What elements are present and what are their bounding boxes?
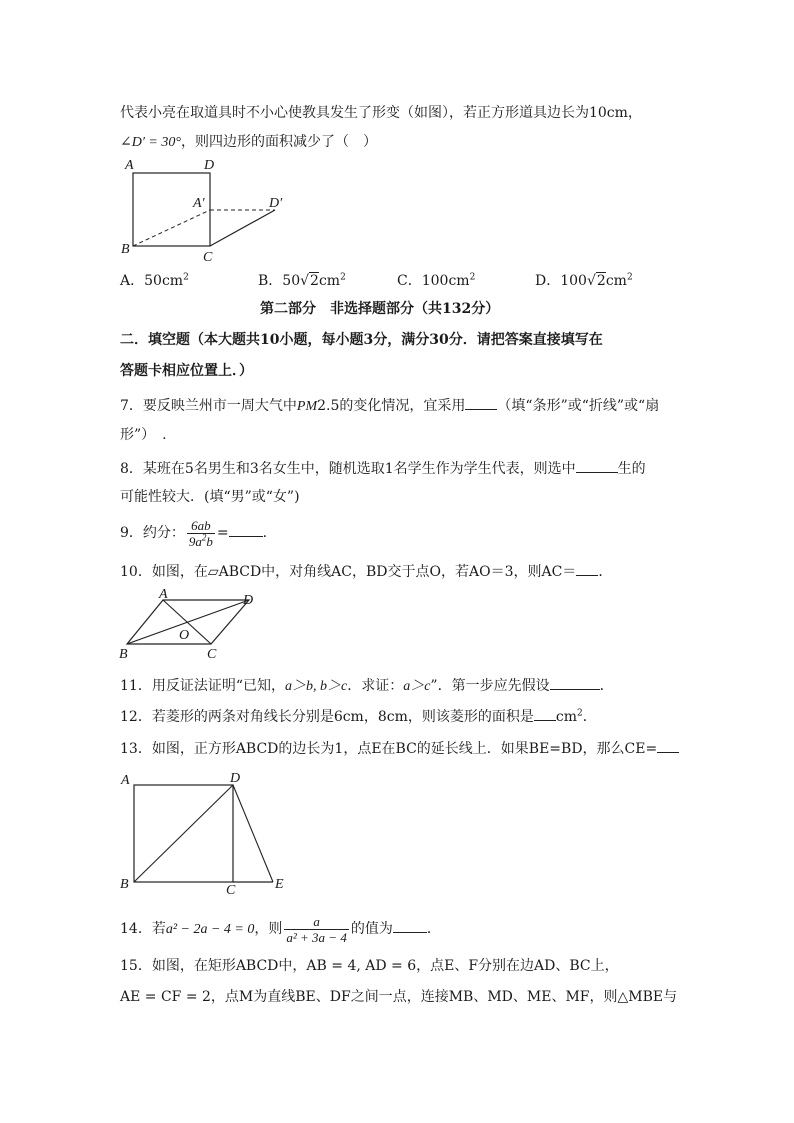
q12-line bbox=[120, 706, 597, 726]
q9-line: 9．约分： $\frac{6ab}{9a^2b}$ = . bbox=[120, 517, 268, 549]
q10-answer-blank[interactable] bbox=[576, 561, 598, 576]
choice-letter: A． bbox=[120, 273, 145, 289]
q14-end: ． bbox=[426, 921, 441, 937]
q15-line2: AE = CF = 2，点M为直线BE、DF之间一点，连接MB、MD、ME、MF，则△MBE与 bbox=[120, 989, 678, 1005]
q9-denominator bbox=[187, 534, 215, 549]
q9-answer-blank[interactable] bbox=[229, 522, 263, 537]
q13-line bbox=[120, 738, 679, 758]
q6-choice-a[interactable] bbox=[120, 270, 189, 290]
q6-angle: ∠D′ = 30° bbox=[120, 135, 181, 150]
section2-line1: 二．填空题（本大题共10小题，每小题3分，满分30分．请把答案直接填写在 bbox=[120, 332, 603, 348]
q15-line1: 15．如图，在矩形ABCD中，AB = 4, AD = 6，点E、F分别在边AD、BC上， bbox=[120, 958, 619, 974]
choice-unit: cm bbox=[318, 273, 341, 289]
q9-den-sup: 2 bbox=[201, 532, 207, 543]
q12-text: 12．若菱形的两条对角线长分别是6cm，8cm，则该菱形的面积是 bbox=[120, 709, 534, 725]
q14-denominator: a² + 3a − 4 bbox=[286, 929, 347, 945]
q9-text-a: 9．约分： bbox=[120, 525, 185, 541]
choice-letter: B． bbox=[258, 273, 283, 289]
q12-answer-blank[interactable] bbox=[534, 706, 556, 721]
q8-text-b: 生的 bbox=[617, 461, 646, 477]
choice-root: 2 bbox=[310, 273, 319, 289]
q13-label-a: A bbox=[121, 773, 130, 788]
q9-den-b: b bbox=[206, 533, 213, 549]
choice-sup: 2 bbox=[626, 272, 633, 283]
sqrt-icon: √ bbox=[300, 273, 310, 289]
q12-unit-sup: 2 bbox=[577, 708, 583, 719]
q7-text-c: （填“条形”或“折线”或“扇 bbox=[497, 398, 660, 414]
q12-unit: cm bbox=[555, 709, 577, 725]
q7-pm: PM bbox=[296, 399, 318, 414]
q11-end: ． bbox=[599, 678, 614, 694]
choice-letter: C． bbox=[397, 273, 422, 289]
q13-text: 13．如图，正方形ABCD的边长为1，点E在BC的延长线上．如果BE=BD，那么CE= bbox=[120, 741, 658, 757]
choice-sup: 2 bbox=[469, 272, 476, 283]
q13-label-d: D bbox=[230, 771, 241, 786]
q9-fraction bbox=[187, 518, 215, 549]
q14-numerator: a bbox=[284, 914, 348, 930]
q6-choice-c[interactable] bbox=[397, 270, 475, 290]
q13-answer-blank[interactable] bbox=[657, 738, 679, 753]
choice-root: 2 bbox=[596, 273, 606, 289]
q13-label-e: E bbox=[275, 877, 284, 892]
q6-choice-b[interactable] bbox=[258, 270, 346, 290]
q8-line1 bbox=[120, 458, 646, 478]
q10-label-o: O bbox=[179, 628, 190, 643]
choice-coeff: 50 bbox=[282, 273, 301, 289]
q14-text-b: ，则 bbox=[254, 921, 283, 937]
choice-sup: 2 bbox=[183, 272, 189, 283]
q7-text-a: 7．要反映兰州市一周大气中 bbox=[120, 398, 297, 414]
q14-answer-blank[interactable] bbox=[393, 918, 427, 933]
q10-text: 10．如图，在▱ABCD中，对角线AC，BD交于点O，若AO＝3，则AC＝ bbox=[120, 564, 577, 580]
choice-coeff: 100 bbox=[560, 273, 587, 289]
q6-label-d: D bbox=[204, 158, 215, 173]
q7-line1 bbox=[120, 395, 659, 416]
q8-line2: 可能性较大．(填“男”或“女”) bbox=[120, 489, 300, 505]
q9-numerator: 6ab bbox=[187, 518, 215, 534]
q11-answer-blank[interactable] bbox=[550, 675, 600, 690]
q11-line bbox=[120, 675, 614, 696]
q7-text-b: 2.5的变化情况，宜采用 bbox=[317, 398, 466, 414]
q10-label-c: C bbox=[207, 647, 217, 662]
q10-label-b: B bbox=[119, 647, 128, 662]
q8-answer-blank[interactable] bbox=[576, 458, 618, 473]
q6-line1: 代表小亮在取道具时不小心使教具发生了形变（如图），若正方形道具边长为10cm， bbox=[120, 105, 642, 121]
q13-label-c: C bbox=[226, 883, 236, 896]
choice-sup: 2 bbox=[340, 272, 346, 283]
q7-line2: 形”） . bbox=[120, 427, 167, 443]
figure-q13 bbox=[115, 766, 305, 896]
q8-text-a: 8．某班在5名男生和3名女生中，随机选取1名学生作为学生代表，则选中 bbox=[120, 461, 576, 477]
q6-label-a: A bbox=[125, 158, 134, 173]
part2-heading: 第二部分 非选择题部分（共132分） bbox=[260, 301, 500, 317]
q6-label-a-prime: A′ bbox=[193, 196, 205, 211]
choice-unit: cm bbox=[605, 273, 627, 289]
sqrt-icon: √ bbox=[586, 273, 596, 289]
q10-end: ． bbox=[598, 564, 613, 580]
q12-end: ． bbox=[582, 709, 597, 725]
q6-line2 bbox=[120, 133, 377, 152]
q14-text-c: 的值为 bbox=[350, 921, 393, 937]
q11-text-b: ．求证： bbox=[347, 678, 404, 694]
choice-letter: D． bbox=[535, 273, 561, 289]
q11-text-a: 11．用反证法证明“已知， bbox=[120, 678, 285, 694]
q14-equation: a² − 2a − 4 = 0 bbox=[165, 922, 255, 937]
q6-line2-rest: ，则四边形的面积减少了（ ） bbox=[180, 134, 377, 150]
q11-condition: a＞b, b＞c bbox=[284, 679, 348, 694]
q10-label-d: D bbox=[243, 593, 254, 608]
q14-line bbox=[120, 911, 441, 948]
q6-label-c: C bbox=[203, 250, 213, 265]
figure-q6 bbox=[115, 155, 315, 265]
q10-label-a: A bbox=[159, 588, 168, 602]
q10-line bbox=[120, 561, 612, 581]
q9-den-a: 9a bbox=[188, 533, 202, 549]
section2-line2: 答题卡相应位置上．） bbox=[120, 363, 253, 379]
choice-value: 50cm bbox=[144, 273, 184, 289]
q11-conclusion: a＞c bbox=[403, 679, 431, 694]
q11-text-c: ”．第一步应先假设 bbox=[430, 678, 550, 694]
q6-label-b: B bbox=[121, 242, 130, 257]
q9-equals: = bbox=[216, 525, 229, 541]
choice-value: 100cm bbox=[421, 273, 470, 289]
q14-fraction bbox=[284, 914, 348, 945]
q6-label-d-prime: D′ bbox=[269, 196, 283, 211]
q6-choice-d[interactable] bbox=[535, 270, 633, 290]
figure-q10 bbox=[115, 588, 275, 664]
q7-answer-blank[interactable] bbox=[465, 395, 497, 410]
q13-label-b: B bbox=[120, 877, 129, 892]
q14-text-a: 14．若 bbox=[120, 921, 166, 937]
